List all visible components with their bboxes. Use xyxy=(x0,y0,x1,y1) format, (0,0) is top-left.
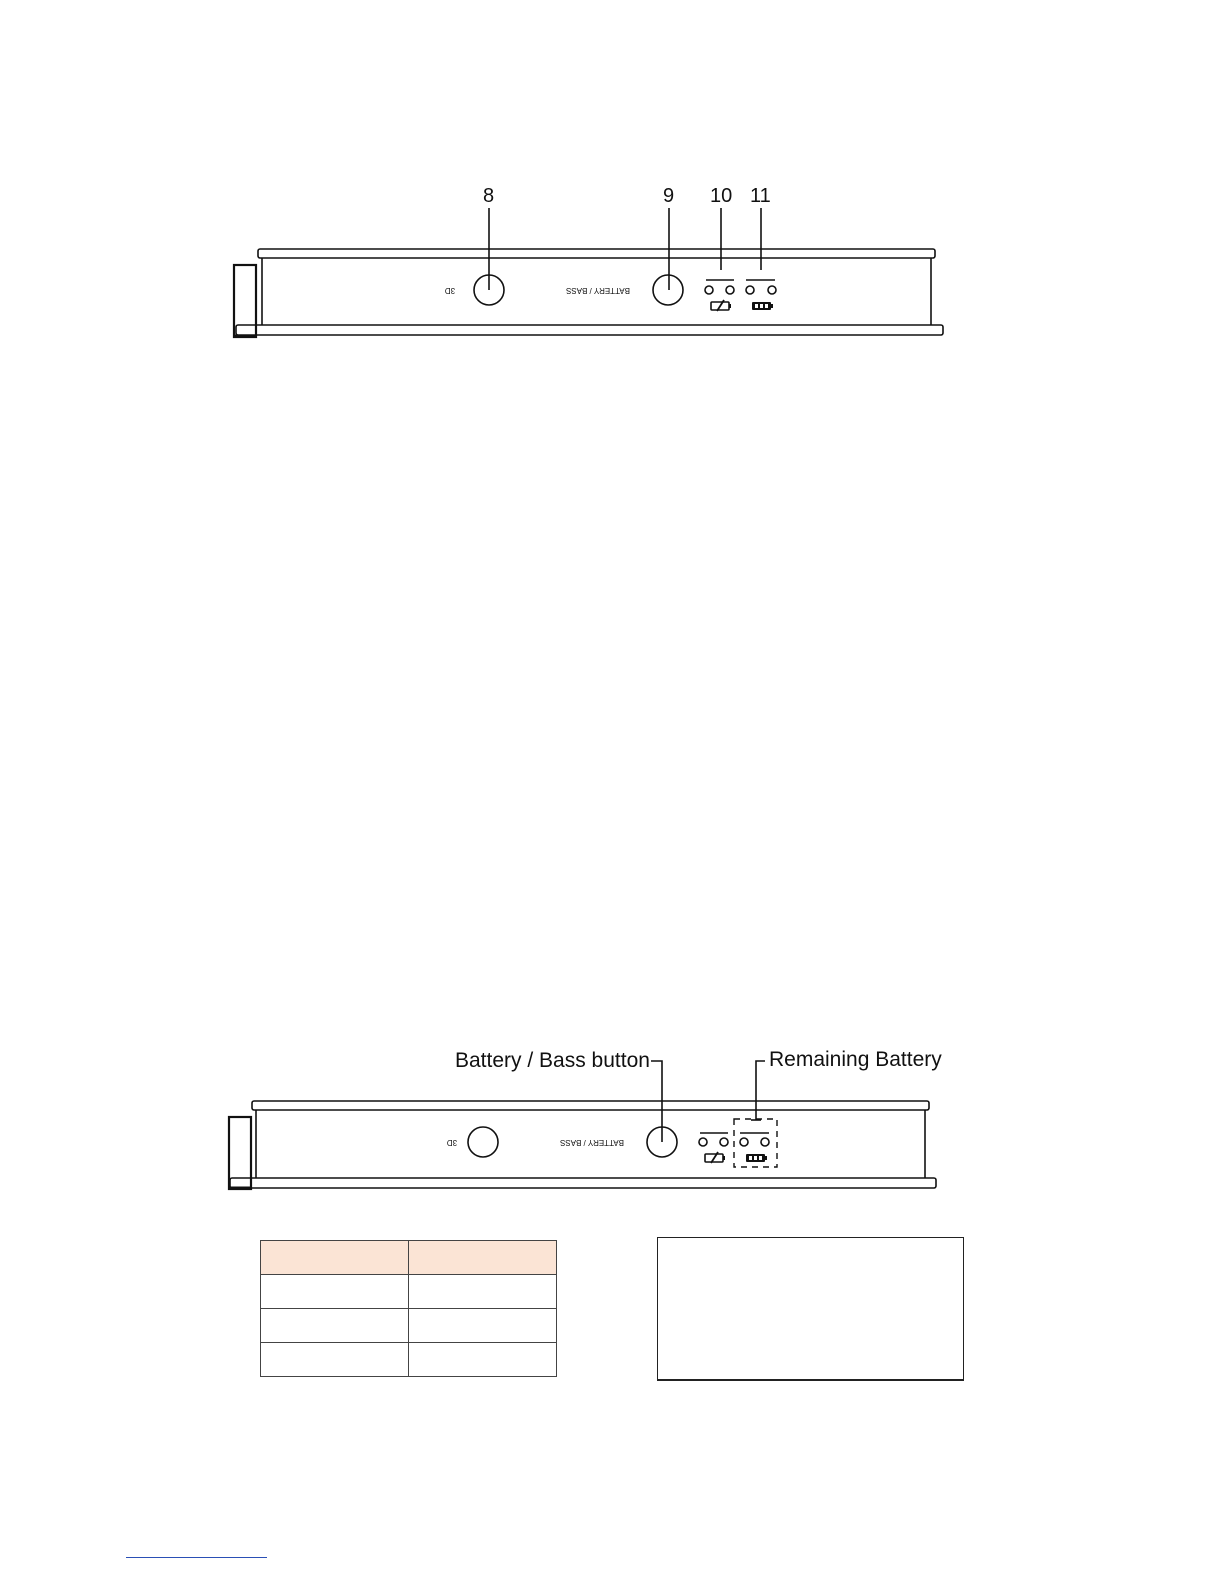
bottom-3d-label: 3D xyxy=(446,1138,458,1147)
table-cell xyxy=(409,1275,557,1309)
table-cell xyxy=(261,1309,409,1343)
top-battery-bass-label: BATTERY / BASS xyxy=(565,286,631,295)
callout-9: 9 xyxy=(663,185,675,207)
table-cell xyxy=(409,1309,557,1343)
table-cell xyxy=(409,1241,557,1275)
top-battery-bass-button-shape xyxy=(653,275,683,305)
bottom-battery-charging-icon xyxy=(705,1152,725,1163)
top-battery-level-icon xyxy=(752,302,773,310)
callout-11: 11 xyxy=(750,185,771,207)
table-cell xyxy=(261,1275,409,1309)
callout-remaining-battery: Remaining Battery xyxy=(769,1048,942,1071)
callout-8: 8 xyxy=(483,185,495,207)
table-header-row xyxy=(261,1241,557,1275)
bottom-battery-level-icon xyxy=(746,1154,767,1162)
top-battery-charging-icon xyxy=(711,300,731,311)
bottom-3d-button-shape xyxy=(468,1127,498,1157)
table-row xyxy=(261,1275,557,1309)
table-cell xyxy=(261,1343,409,1377)
table-row xyxy=(261,1309,557,1343)
note-box xyxy=(657,1237,964,1381)
callout-battery-bass-button: Battery / Bass button xyxy=(455,1049,650,1072)
bottom-battery-bass-label: BATTERY / BASS xyxy=(559,1138,625,1147)
callout-10: 10 xyxy=(710,185,733,207)
top-3d-label: 3D xyxy=(444,286,456,295)
table-cell xyxy=(261,1241,409,1275)
table-row xyxy=(261,1343,557,1377)
table-cell xyxy=(409,1343,557,1377)
battery-status-table xyxy=(260,1240,557,1377)
footer-rule xyxy=(126,1557,267,1558)
